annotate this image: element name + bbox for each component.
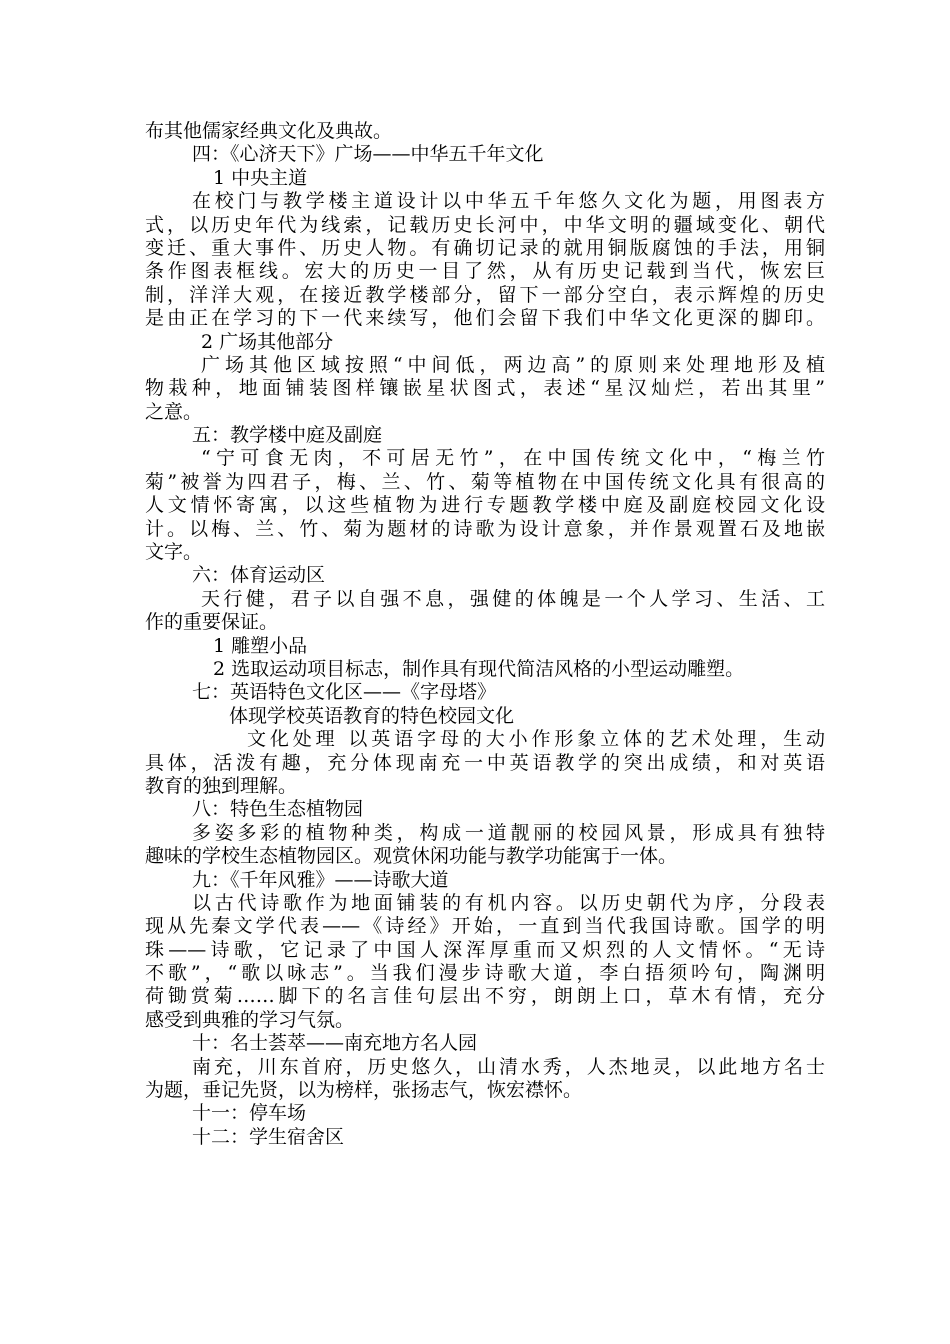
text-line: 体现学校英语教育的特色校园文化: [229, 704, 515, 727]
text-line: 2 选取运动项目标志，制作具有现代简洁风格的小型运动雕塑。: [213, 657, 745, 680]
text-line: 十二：学生宿舍区: [192, 1125, 345, 1148]
text-line: 文化处理 以英语字母的大小作形象立体的艺术处理，生动: [247, 728, 825, 751]
text-line: 文字。: [145, 541, 203, 564]
text-line: 计。以梅、兰、竹、菊为题材的诗歌为设计意象，并作景观置石及地嵌: [145, 517, 825, 540]
text-line: 九：《千年风雅》——诗歌大道: [192, 868, 449, 891]
text-line: 南充，川东首府，历史悠久，山清水秀，人杰地灵，以此地方名士: [192, 1055, 825, 1078]
text-line: 之意。: [145, 400, 203, 423]
text-line: 1 雕塑小品: [213, 634, 308, 657]
text-line: 条作图表框线。宏大的历史一目了然，从有历史记载到当代，恢宏巨: [145, 260, 825, 283]
text-line: 四：《心济天下》广场——中华五千年文化: [192, 143, 544, 166]
text-line: 式，以历史年代为线索，记载历史长河中，中华文明的疆域变化、朝代: [145, 213, 825, 236]
text-line: 作的重要保证。: [145, 611, 279, 634]
text-line: 为题，垂记先贤，以为榜样，张扬志气，恢宏襟怀。: [145, 1079, 583, 1102]
text-line: 天行健，君子以自强不息，强健的体魄是一个人学习、生活、工: [201, 587, 825, 610]
text-line: 珠——诗歌，它记录了中国人深浑厚重而又炽烈的人文情怀。“无诗: [145, 938, 825, 961]
text-line: “宁可食无肉，不可居无竹”，在中国传统文化中，“梅兰竹: [201, 447, 825, 470]
text-line: 人文情怀寄寓，以这些植物为进行专题教学楼中庭及副庭校园文化设: [145, 494, 825, 517]
text-line: 广场其他区域按照“中间低，两边高”的原则来处理地形及植: [201, 353, 825, 376]
text-line: 不歌”，“歌以咏志”。当我们漫步诗歌大道，李白捂须吟句，陶渊明: [145, 962, 825, 985]
text-line: 八：特色生态植物园: [192, 798, 364, 821]
text-line: 制，洋洋大观，在接近教学楼部分，留下一部分空白，表示辉煌的历史: [145, 283, 825, 306]
text-line: 物栽种，地面铺装图样镶嵌星状图式，表述“星汉灿烂，若出其里”: [145, 377, 825, 400]
text-line: 多姿多彩的植物种类，构成一道靓丽的校园风景，形成具有独特: [192, 821, 825, 844]
text-line: 感受到典雅的学习气氛。: [145, 1008, 355, 1031]
text-line: 六：体育运动区: [192, 564, 326, 587]
text-line: 具体，活泼有趣，充分体现南充一中英语教学的突出成绩，和对英语: [145, 751, 825, 774]
document-body: [145, 120, 825, 1149]
text-line: 趣味的学校生态植物园区。观赏休闲功能与教学功能寓于一体。: [145, 845, 678, 868]
text-line: 荷锄赏菊……脚下的名言佳句层出不穷，朗朗上口，草木有情，充分: [145, 985, 825, 1008]
text-line: 教育的独到理解。: [145, 774, 298, 797]
text-line: 是由正在学习的下一代来续写，他们会留下我们中华文化更深的脚印。: [145, 307, 825, 330]
text-line: 十：名士荟萃——南充地方名人园: [192, 1032, 478, 1055]
text-line: 2 广场其他部分: [201, 330, 334, 353]
text-line: 五：教学楼中庭及副庭: [192, 424, 383, 447]
text-line: 七：英语特色文化区——《字母塔》: [192, 681, 497, 704]
text-line: 在校门与教学楼主道设计以中华五千年悠久文化为题，用图表方: [192, 190, 825, 213]
text-line: 十一：停车场: [192, 1102, 307, 1125]
text-line: 1 中央主道: [213, 166, 308, 189]
text-line: 以古代诗歌作为地面铺装的有机内容。以历史朝代为序，分段表: [192, 891, 825, 914]
text-line: 布其他儒家经典文化及典故。: [145, 120, 393, 142]
text-line: 现从先秦文学代表——《诗经》开始，一直到当代我国诗歌。国学的明: [145, 915, 825, 938]
text-line: 变迁、重大事件、历史人物。有确切记录的就用铜版腐蚀的手法，用铜: [145, 236, 825, 259]
text-line: 菊”被誉为四君子，梅、兰、竹、菊等植物在中国传统文化具有很高的: [145, 470, 825, 493]
